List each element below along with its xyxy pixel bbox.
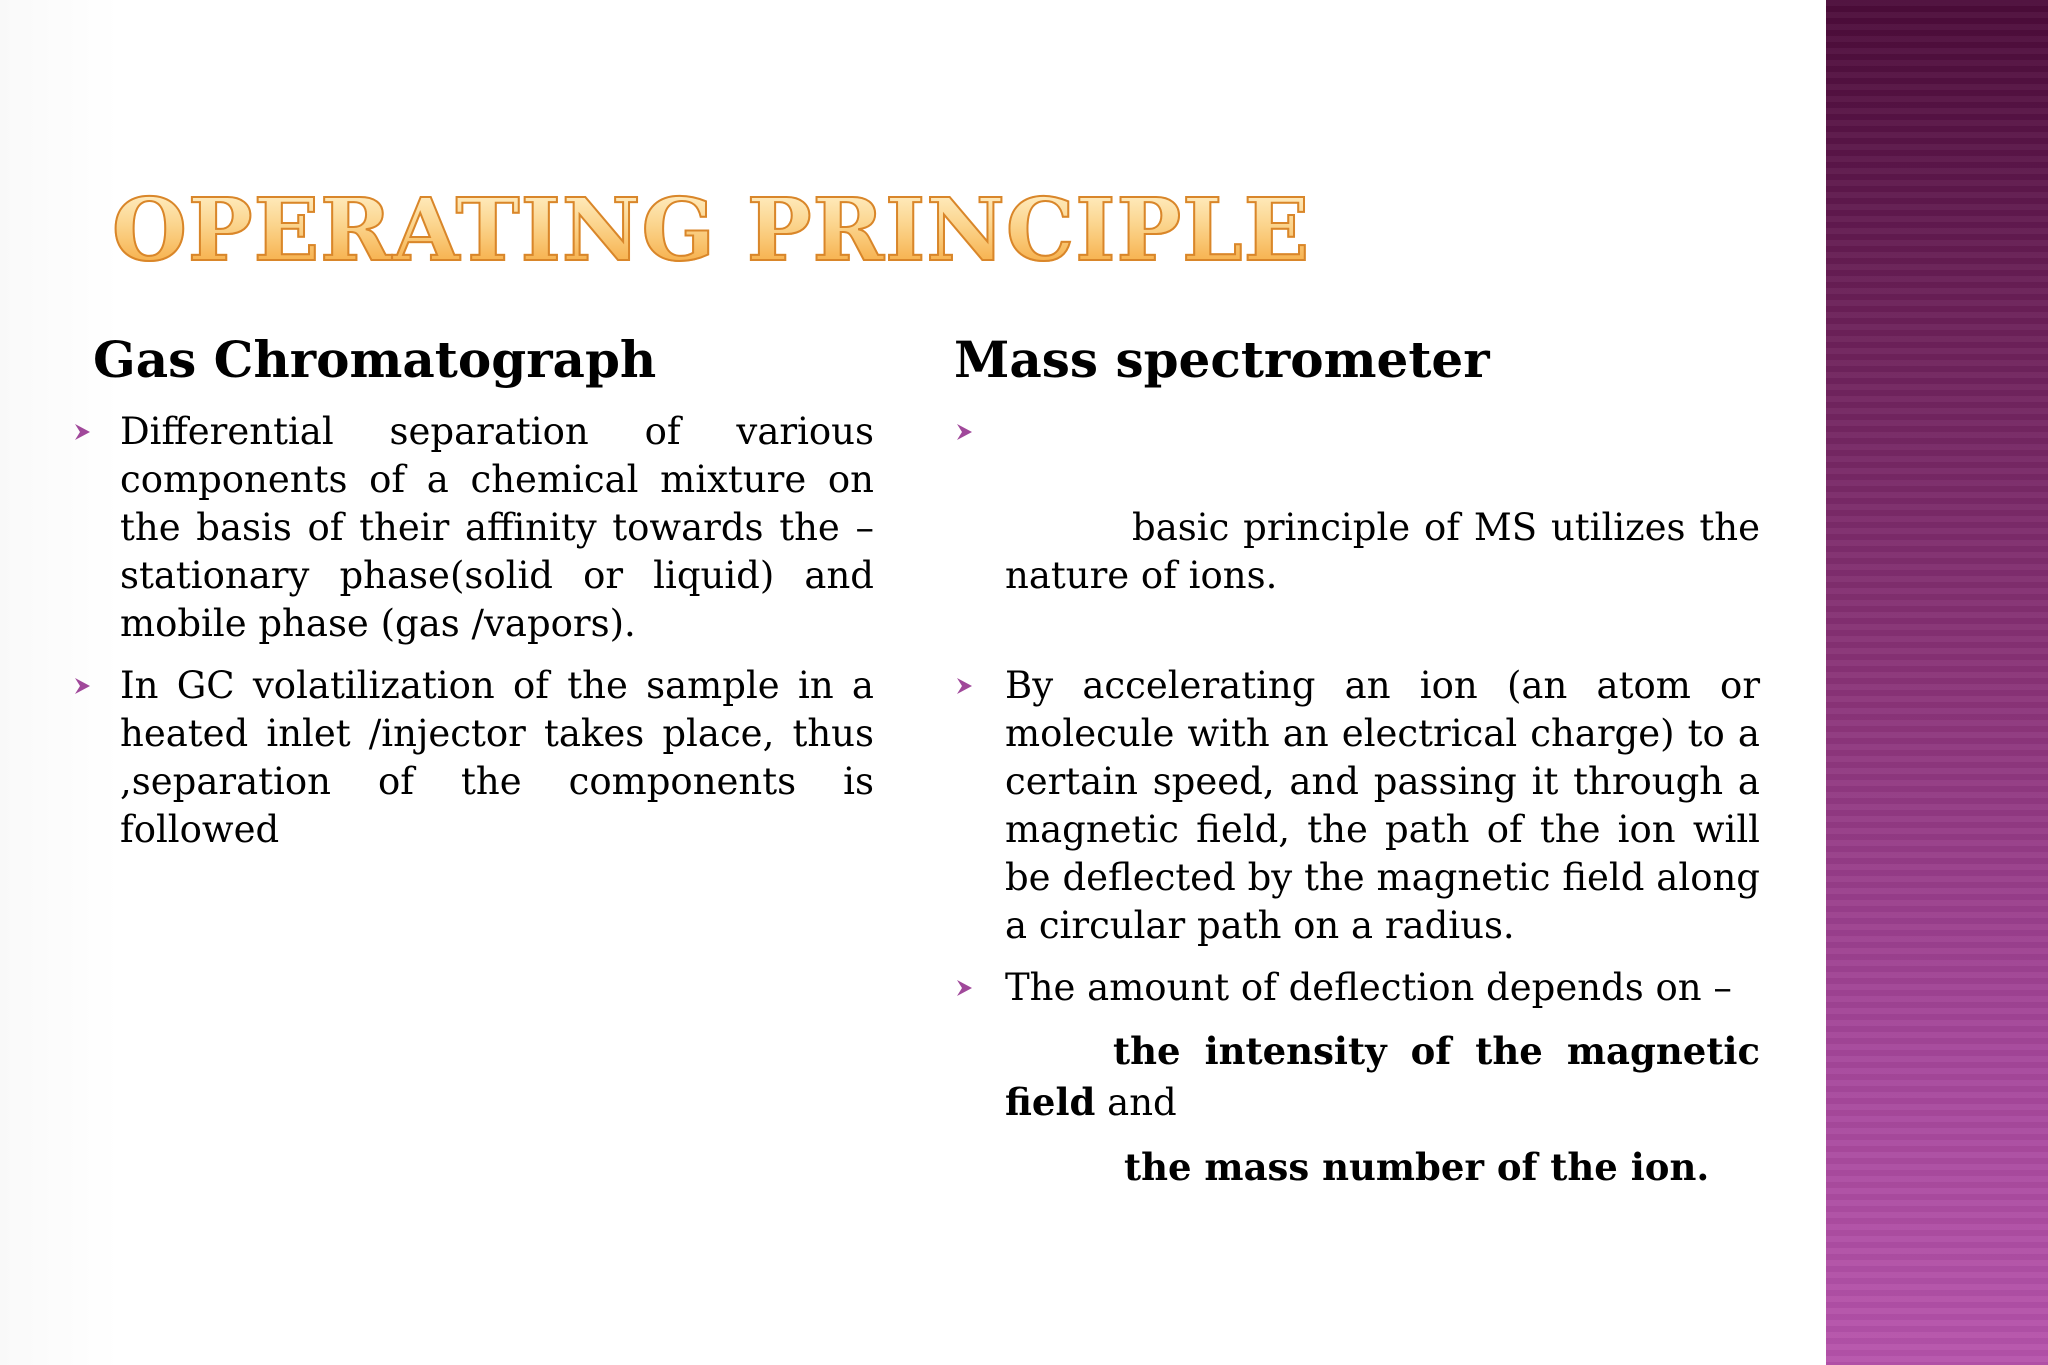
list-item xyxy=(950,662,1760,950)
bullet-text: In GC volatilization of the sample in a heated inlet /injector takes place, thus ,separation of the components is followed xyxy=(120,664,874,851)
dependency-1-bold: the intensity of the magnetic field xyxy=(1005,1029,1760,1124)
arrowhead-bullet-icon xyxy=(950,668,980,704)
right-column xyxy=(950,330,1772,1207)
arrowhead-bullet-icon xyxy=(68,668,98,704)
list-item xyxy=(68,408,874,648)
left-bullet-list xyxy=(68,408,874,854)
dependency-1-tail: and xyxy=(1095,1081,1177,1124)
list-item xyxy=(950,408,1772,648)
dependency-2-bold: the mass number of the ion. xyxy=(1124,1145,1710,1189)
bullet-text: Differential separation of various components of a chemical mixture on the basis of their affinity towards the – stationary phase(solid or liquid) and mobile phase (gas /vapors). xyxy=(120,410,874,645)
bullet-text: By accelerating an ion (an atom or molecule with an electrical charge) to a certain speed, and passing it through a magnetic field, the path of the ion will be deflected by the magnetic field along a circular path on a radius. xyxy=(1005,664,1760,947)
arrowhead-bullet-icon xyxy=(68,414,98,450)
left-column xyxy=(68,330,874,868)
dependency-line-1 xyxy=(950,1026,1760,1128)
decorative-side-band xyxy=(1826,0,2048,1365)
right-column-heading: Mass spectrometer xyxy=(954,330,1490,389)
arrowhead-bullet-icon xyxy=(950,970,980,1006)
bullet-text: The amount of deflection depends on – xyxy=(1005,966,1732,1009)
dependency-line-2 xyxy=(950,1142,1760,1193)
slide-title: OPERATING PRINCIPLE xyxy=(112,180,1311,281)
bullet-text: basic principle of MS utilizes the nature of ions. xyxy=(1005,506,1772,597)
right-bullet-list xyxy=(950,408,1772,1012)
list-item xyxy=(950,964,1760,1012)
left-column-heading: Gas Chromatograph xyxy=(93,330,657,389)
list-item xyxy=(68,662,874,854)
arrowhead-bullet-icon xyxy=(950,414,980,450)
